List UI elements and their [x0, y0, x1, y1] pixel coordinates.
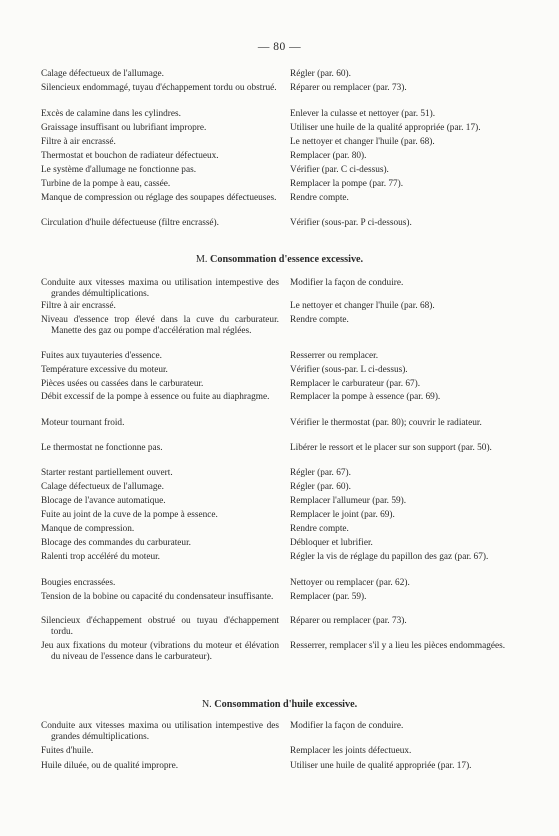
section-heading	[0, 254, 559, 265]
remedy-text: Resserrer, remplacer s'il y a lieu les pièces endommagées.	[290, 641, 506, 651]
remedy-text: Vérifier (par. C ci-dessus).	[290, 165, 389, 175]
remedy-text: Vérifier le thermostat (par. 80); couvrir le radiateur.	[290, 418, 482, 428]
cause-text: Jeu aux fixations du moteur (vibrations du moteur et élévation du niveau de l'essence dans le carburateur).	[41, 641, 279, 662]
cause-text: Ralenti trop accéléré du moteur.	[41, 552, 161, 562]
remedy-text: Le nettoyer et changer l'huile (par. 68).	[290, 137, 435, 147]
cause-text: Bougies encrassées.	[41, 578, 116, 588]
remedy-text: Rendre compte.	[290, 315, 349, 325]
remedy-text: Nettoyer ou remplacer (par. 62).	[290, 578, 410, 588]
cause-text: Tension de la bobine ou capacité du condensateur insuffisante.	[41, 592, 274, 602]
remedy-text: Remplacer l'allumeur (par. 59).	[290, 496, 407, 506]
remedy-text: Enlever la culasse et nettoyer (par. 51).	[290, 109, 436, 119]
remedy-text: Modifier la façon de conduire.	[290, 278, 404, 288]
section-title: Consommation d'huile excessive.	[214, 699, 358, 710]
cause-text: Silencieux d'échappement obstrué ou tuyau d'échappement tordu.	[41, 616, 279, 637]
cause-text: Fuite au joint de la cuve de la pompe à essence.	[41, 510, 218, 520]
remedy-text: Le nettoyer et changer l'huile (par. 68).	[290, 301, 435, 311]
page-number: — 80 —	[257, 41, 302, 53]
cause-text: Starter restant partiellement ouvert.	[41, 468, 173, 478]
remedy-text: Régler (par. 60).	[290, 69, 351, 79]
section-heading	[0, 699, 559, 710]
remedy-text: Rendre compte.	[290, 193, 349, 203]
remedy-text: Régler (par. 60).	[290, 482, 351, 492]
cause-text: Fuites aux tuyauteries d'essence.	[41, 351, 162, 361]
remedy-text: Modifier la façon de conduire.	[290, 721, 404, 731]
remedy-text: Resserrer ou remplacer.	[290, 351, 379, 361]
cause-text: Graissage insuffisant ou lubrifiant impropre.	[41, 123, 207, 133]
cause-text: Excès de calamine dans les cylindres.	[41, 109, 181, 119]
cause-text: Conduite aux vitesses maxima ou utilisation intempestive des grandes démultiplications.	[41, 278, 279, 299]
remedy-text: Remplacer les joints défectueux.	[290, 746, 412, 756]
remedy-text: Remplacer le joint (par. 69).	[290, 510, 395, 520]
remedy-text: Réparer ou remplacer (par. 73).	[290, 83, 407, 93]
cause-text: Moteur tournant froid.	[41, 418, 125, 428]
remedy-text: Remplacer la pompe (par. 77).	[290, 179, 404, 189]
cause-text: Conduite aux vitesses maxima ou utilisation intempestive des grandes démultiplications.	[41, 721, 279, 742]
remedy-text: Régler (par. 67).	[290, 468, 351, 478]
remedy-text: Vérifier (sous-par. L ci-dessus).	[290, 365, 408, 375]
remedy-text: Remplacer la pompe à essence (par. 69).	[290, 392, 441, 402]
remedy-text: Remplacer le carburateur (par. 67).	[290, 379, 421, 389]
cause-text: Blocage de l'avance automatique.	[41, 496, 166, 506]
section-letter: N.	[201, 699, 212, 710]
cause-text: Température excessive du moteur.	[41, 365, 168, 375]
remedy-text: Remplacer (par. 80).	[290, 151, 367, 161]
cause-text: Blocage des commandes du carburateur.	[41, 538, 191, 548]
cause-text: Calage défectueux de l'allumage.	[41, 482, 164, 492]
remedy-text: Remplacer (par. 59).	[290, 592, 367, 602]
cause-text: Thermostat et bouchon de radiateur défectueux.	[41, 151, 219, 161]
cause-text: Pièces usées ou cassées dans le carburateur.	[41, 379, 204, 389]
cause-text: Filtre à air encrassé.	[41, 301, 116, 311]
section-title: Consommation d'essence excessive.	[210, 254, 364, 265]
cause-text: Manque de compression.	[41, 524, 135, 534]
remedy-text: Réparer ou remplacer (par. 73).	[290, 616, 407, 626]
remedy-text: Utiliser une huile de la qualité appropriée (par. 17).	[290, 123, 481, 133]
cause-text: Calage défectueux de l'allumage.	[41, 69, 164, 79]
cause-text: Le système d'allumage ne fonctionne pas.	[41, 165, 197, 175]
remedy-text: Utiliser une huile de qualité appropriée (par. 17).	[290, 761, 472, 771]
remedy-text: Vérifier (sous-par. P ci-dessous).	[290, 218, 412, 228]
cause-text: Circulation d'huile défectueuse (filtre encrassé).	[41, 218, 219, 228]
section-letter: M.	[195, 254, 208, 265]
remedy-text: Libérer le ressort et le placer sur son support (par. 50).	[290, 443, 492, 453]
cause-text: Turbine de la pompe à eau, cassée.	[41, 179, 171, 189]
cause-text: Le thermostat ne fonctionne pas.	[41, 443, 163, 453]
cause-text: Débit excessif de la pompe à essence ou fuite au diaphragme.	[41, 392, 270, 402]
cause-text: Silencieux endommagé, tuyau d'échappement tordu ou obstrué.	[41, 83, 277, 93]
remedy-text: Rendre compte.	[290, 524, 349, 534]
remedy-text: Régler la vis de réglage du papillon des gaz (par. 67).	[290, 552, 489, 562]
cause-text: Fuites d'huile.	[41, 746, 94, 756]
remedy-text: Débloquer et lubrifier.	[290, 538, 373, 548]
cause-text: Huile diluée, ou de qualité impropre.	[41, 761, 179, 771]
cause-text: Manque de compression ou réglage des soupapes défectueuses.	[41, 193, 277, 203]
cause-text: Niveau d'essence trop élevé dans la cuve du carburateur. Manette des gaz ou pompe d'accélération mal réglées.	[41, 315, 279, 336]
cause-text: Filtre à air encrassé.	[41, 137, 116, 147]
